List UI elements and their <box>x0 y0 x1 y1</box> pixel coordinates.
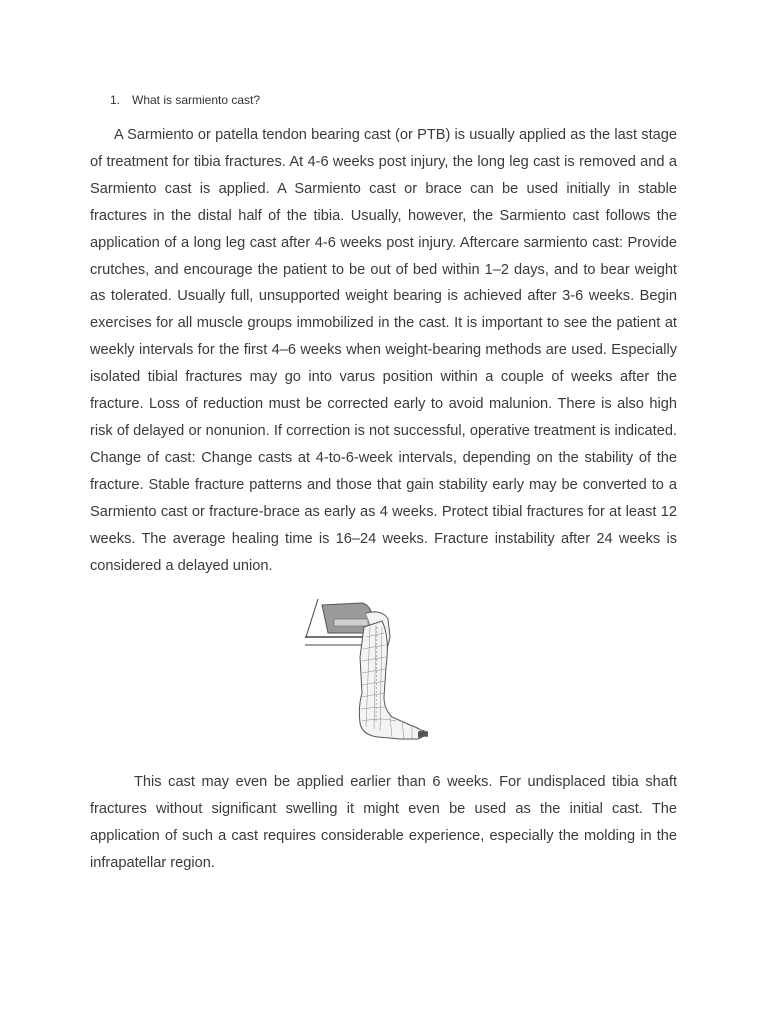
leg-cast-illustration-icon <box>300 597 435 747</box>
question-heading <box>110 93 260 107</box>
question-number: 1. <box>110 93 121 107</box>
question-text: What is sarmiento cast? <box>132 93 261 107</box>
paragraph-2: This cast may even be applied earlier than 6 weeks. For undisplaced tibia shaft fractures without significant swelling it might even be used as the initial cast. The application of such a cast requires considerable experience, especially the molding in the infrapatellar region. <box>90 774 677 871</box>
leg-cast-figure <box>300 597 435 747</box>
paragraph-1: A Sarmiento or patella tendon bearing cast (or PTB) is usually applied as the last stage of treatment for tibia fractures. At 4-6 weeks post injury, the long leg cast is removed and a Sarmiento cast is applied. A Sarmiento cast or brace can be used initially in stable fractures in the distal half of the tibia. Usually, however, the Sarmiento cast follows the application of a long leg cast after 4-6 weeks post injury. Aftercare sarmiento cast: Provide crutches, and encourage the patient to be out of bed within 1–2 days, and to bear weight as tolerated. Usually full, unsupported weight bearing is achieved after 3-6 weeks. Begin exercises for all muscle groups immobilized in the cast. It is important to see the patient at weekly intervals for the first 4–6 weeks when weight-bearing methods are used. Especially isolated tibial fractures may go into varus position within a couple of weeks after the fracture. Loss of reduction must be corrected early to avoid malunion. There is also high risk of delayed or nonunion. If correction is not successful, operative treatment is indicated. Change of cast: Change casts at 4-to-6-week intervals, depending on the stability of the fracture. Stable fracture patterns and those that gain stability early may be converted to a Sarmiento cast or fracture-brace as early as 4 weeks. Protect tibial fractures for at least 12 weeks. The average healing time is 16–24 weeks. Fracture instability after 24 weeks is considered a delayed union. <box>90 127 677 574</box>
